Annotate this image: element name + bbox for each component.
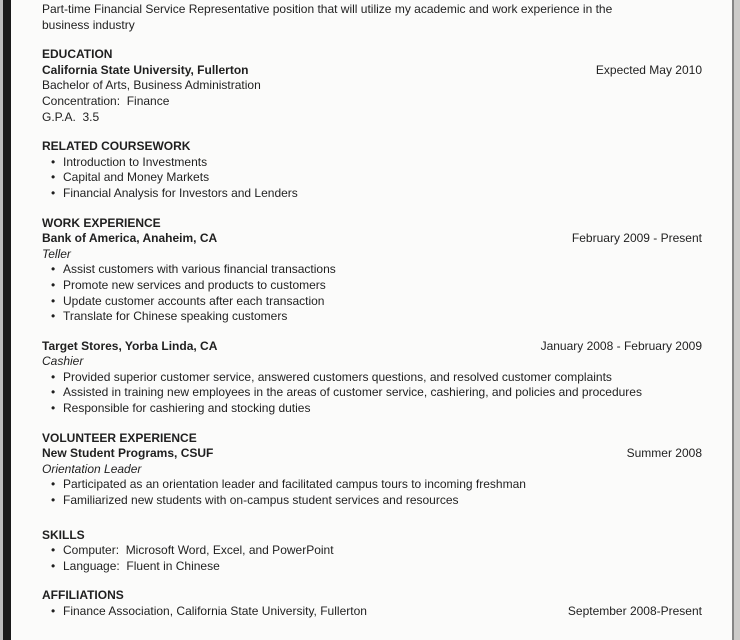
volunteer-heading: VOLUNTEER EXPERIENCE bbox=[42, 430, 197, 445]
education-heading: EDUCATION bbox=[42, 47, 113, 62]
bullet-dot-icon: • bbox=[51, 309, 56, 324]
bullet-dot-icon: • bbox=[51, 477, 56, 492]
skills-bullet-text: Language: Fluent in Chinese bbox=[63, 558, 220, 573]
bullet-dot-icon: • bbox=[51, 401, 56, 416]
bullet-dot-icon: • bbox=[51, 262, 56, 277]
volunteer-bullets bbox=[42, 477, 702, 508]
volunteer-date: Summer 2008 bbox=[626, 446, 702, 461]
coursework-bullet bbox=[42, 155, 702, 171]
job-bullet bbox=[42, 294, 702, 310]
page-left-edge-bar bbox=[3, 0, 11, 640]
section-affiliations bbox=[42, 588, 702, 619]
bullet-dot-icon: • bbox=[51, 603, 56, 618]
objective-line-2: business industry bbox=[42, 17, 135, 32]
education-date: Expected May 2010 bbox=[595, 62, 702, 77]
work-heading: WORK EXPERIENCE bbox=[42, 215, 161, 230]
coursework-bullet bbox=[42, 170, 702, 186]
coursework-bullet-text: Capital and Money Markets bbox=[63, 170, 210, 185]
job-target-stores bbox=[42, 339, 702, 417]
job-bullet bbox=[42, 401, 702, 417]
bullet-dot-icon: • bbox=[51, 170, 56, 185]
resume-content bbox=[42, 2, 702, 619]
bullet-dot-icon: • bbox=[51, 543, 56, 558]
job-bullet bbox=[42, 385, 702, 401]
job-bullet-text: Assisted in training new employees in the areas of customer service, cashiering, and policies and procedures bbox=[63, 385, 642, 400]
coursework-heading: RELATED COURSEWORK bbox=[42, 139, 191, 154]
coursework-bullets bbox=[42, 155, 702, 202]
job-title: Cashier bbox=[42, 354, 84, 369]
volunteer-bullet-text: Participated as an orientation leader and facilitated campus tours to incoming freshman bbox=[63, 477, 526, 492]
affiliations-date: September 2008-Present bbox=[567, 603, 702, 618]
education-school-row bbox=[42, 63, 702, 79]
job-bullet bbox=[42, 370, 702, 386]
affiliations-heading: AFFILIATIONS bbox=[42, 587, 124, 602]
job-org-row bbox=[42, 339, 702, 355]
bullet-dot-icon: • bbox=[51, 293, 56, 308]
section-skills bbox=[42, 528, 702, 575]
job-bank-of-america bbox=[42, 231, 702, 325]
coursework-bullet bbox=[42, 186, 702, 202]
volunteer-org: New Student Programs, CSUF bbox=[42, 446, 214, 461]
job-bullet-text: Assist customers with various financial transactions bbox=[63, 262, 336, 277]
bullet-dot-icon: • bbox=[51, 385, 56, 400]
job-bullet-text: Responsible for cashiering and stocking duties bbox=[63, 401, 311, 416]
page-right-outer-edge bbox=[734, 0, 740, 640]
job-bullets bbox=[42, 262, 702, 324]
volunteer-bullet bbox=[42, 493, 702, 509]
skills-heading: SKILLS bbox=[42, 527, 85, 542]
bullet-dot-icon: • bbox=[51, 558, 56, 573]
affiliations-bullet bbox=[42, 604, 568, 620]
education-degree: Bachelor of Arts, Business Administration bbox=[42, 78, 261, 93]
bullet-dot-icon: • bbox=[51, 154, 56, 169]
bullet-dot-icon: • bbox=[51, 277, 56, 292]
skills-bullet bbox=[42, 543, 702, 559]
volunteer-bullet-text: Familiarized new students with on-campus student services and resources bbox=[63, 493, 459, 508]
job-date: February 2009 - Present bbox=[571, 231, 702, 246]
job-bullet bbox=[42, 309, 702, 325]
affiliations-item-text: Finance Association, California State University, Fullerton bbox=[63, 603, 367, 618]
bullet-dot-icon: • bbox=[51, 369, 56, 384]
volunteer-title: Orientation Leader bbox=[42, 461, 142, 476]
education-concentration: Concentration: Finance bbox=[42, 93, 170, 108]
job-org: Bank of America, Anaheim, CA bbox=[42, 231, 218, 246]
section-volunteer-experience bbox=[42, 431, 702, 509]
bullet-dot-icon: • bbox=[51, 493, 56, 508]
objective-line-1: Part-time Financial Service Representative position that will utilize my academic and work experience in the bbox=[42, 2, 613, 16]
job-bullets bbox=[42, 370, 702, 417]
coursework-bullet-text: Financial Analysis for Investors and Lenders bbox=[63, 185, 298, 200]
skills-bullet bbox=[42, 559, 702, 575]
coursework-bullet-text: Introduction to Investments bbox=[63, 154, 208, 169]
job-bullet-text: Promote new services and products to customers bbox=[63, 277, 326, 292]
job-date: January 2008 - February 2009 bbox=[540, 338, 702, 353]
job-bullet-text: Provided superior customer service, answered customers questions, and resolved customer complaints bbox=[63, 369, 612, 384]
bullet-dot-icon: • bbox=[51, 185, 56, 200]
section-education bbox=[42, 47, 702, 125]
affiliations-item-row bbox=[42, 604, 702, 620]
job-bullet-text: Update customer accounts after each transaction bbox=[63, 293, 325, 308]
volunteer-bullet bbox=[42, 477, 702, 493]
job-bullet bbox=[42, 278, 702, 294]
skills-bullets bbox=[42, 543, 702, 574]
section-coursework bbox=[42, 139, 702, 201]
volunteer-org-row bbox=[42, 446, 702, 462]
objective-paragraph bbox=[42, 2, 702, 33]
section-work-experience bbox=[42, 216, 702, 417]
job-org-row bbox=[42, 231, 702, 247]
education-gpa: G.P.A. 3.5 bbox=[42, 109, 100, 124]
job-org: Target Stores, Yorba Linda, CA bbox=[42, 338, 218, 353]
skills-bullet-text: Computer: Microsoft Word, Excel, and PowerPoint bbox=[63, 543, 334, 558]
job-bullet bbox=[42, 262, 702, 278]
job-title: Teller bbox=[42, 246, 71, 261]
job-bullet-text: Translate for Chinese speaking customers bbox=[63, 309, 288, 324]
education-school: California State University, Fullerton bbox=[42, 62, 249, 77]
